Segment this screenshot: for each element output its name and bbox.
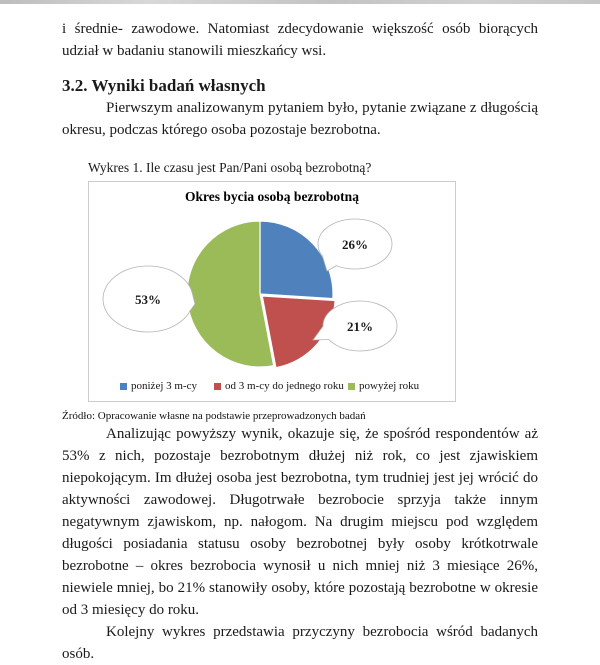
legend-swatch-blue [120,383,127,390]
legend-label: powyżej roku [359,380,420,392]
legend-item-above-year [348,380,419,392]
chart-legend [89,380,455,394]
paragraph-question: Pierwszym analizowanym pytaniem było, pytanie związane z długością okresu, podczas którego osoba pozostaje bezrobotna. [62,100,538,138]
chart-title: Okres bycia osobą bezrobotną [185,189,359,204]
pie-data-label: 53% [135,292,161,307]
pie-data-label: 26% [342,237,368,252]
legend-label: poniżej 3 m-cy [131,380,197,392]
legend-swatch-red [214,383,221,390]
legend-item-3-months-to-year [214,380,344,392]
legend-item-below-3-months [120,380,197,392]
callout-label-2 [103,266,195,332]
legend-label: od 3 m-cy do jednego roku [225,380,344,392]
figure-caption: Wykres 1. Ile czasu jest Pan/Pani osobą bezrobotną? [88,160,372,175]
figure-source: Źródło: Opracowanie własne na podstawie przeprowadzonych badań [62,410,366,422]
document-page [0,4,600,665]
pie-chart [88,181,456,402]
legend-swatch-green [348,383,355,390]
paragraph-analysis: Analizując powyższy wynik, okazuje się, że spośród respondentów aż 53% z nich, pozostaje bezrobotnym dłużej niż rok, co jest zjawiskiem niepokojącym. Im dłużej osoba jest bezrobotna, tym trudniej jest jej wrócić do aktywności zawodowej. Długotrwałe bezrobocie sprzyja także innym negatywnym zjawiskom, np. nałogom. Na drugim miejscu pod względem długości posiadania statusu osoby bezrobotnej były osoby krótkotrwale bezrobotne – okres bezrobocia wynosił u nich mniej niż 3 miesiące 26%, niewiele mniej, bo 21% stanowiły osoby, które pozostają bezrobotne w okresie od 3 miesięcy do roku. [62,426,538,618]
paragraph-intro: i średnie- zawodowe. Natomiast zdecydowanie większość osób biorących udział w badaniu stanowili mieszkańcy wsi. [62,21,538,59]
callout-label-0 [318,219,392,271]
figure [62,159,538,423]
section-heading: 3.2. Wyniki badań własnych [62,76,266,95]
paragraph-next: Kolejny wykres przedstawia przyczyny bezrobocia wśród badanych osób. [62,624,538,662]
pie-chart-canvas [89,182,455,401]
pie-data-label: 21% [347,319,373,334]
